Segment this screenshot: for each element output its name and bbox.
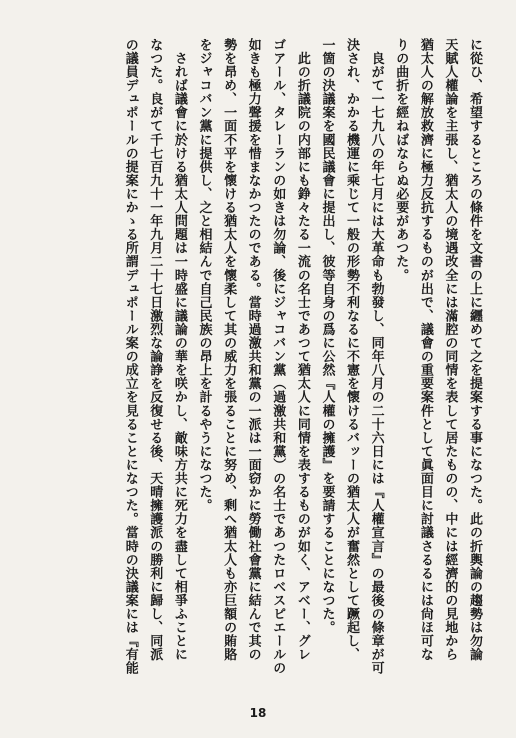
body-text [34, 38, 486, 678]
text-column: 一箇の決議案を國民議會に提出し、彼等自身の爲に公然『人權の擁護』を要請することになつた。 [319, 38, 335, 635]
text-column: 勢を昂め、一面不平を懷ける猶太人を懷柔して其の威力を張ることに努め、剩へ猶太人も亦巨額の賄賂 [221, 38, 237, 662]
text-column: 決され、かかる機運に乘じて一般の形勢不利なるに不憲を懷けるバッーの猶太人が奮然として蹶起し、 [344, 38, 360, 662]
text-column: に從ひ、希望するところの條件を文書の上に纒めて之を提案する事になつた。此の折輿論の趨勢は勿論 [467, 38, 482, 662]
text-column: 如きも極力聲援を惜まなかつたのである。當時過激共和黨の一派は一面窃かに勞働社會黨に結んで其の [245, 38, 261, 662]
text-column: りの曲折を經ねばならぬ必要があつた。 [393, 38, 409, 282]
page-number: 18 [249, 706, 267, 720]
text-column: をジャコバン黨に提供し、之と相結んで自己民族の昂上を計るやうになつた。 [196, 38, 212, 513]
text-column: されば議會に於ける猶太人問題は一時盛に議論の華を咲かし、敵味方共に死力を盡して相爭ふことに [171, 38, 187, 662]
text-column: ゴアール、タレーランの如きは勿論、後にジャコバン黨（過激共和黨）の名士であつたロベスピエールの [270, 38, 286, 675]
text-column: 良がて一七九八の年七月には大革命も勃發し、同年八月の二十六日には『人權宣言』の最後の條章が可 [368, 38, 384, 675]
text-column: の議員デュポールの提案にかゝる所謂デュポール案の成立を見ることになつた。當時の決議案には『有能 [122, 38, 138, 675]
text-column: 此の折議院の内部にも錚々たる一流の名士であつて猶太人に同情を表するものが如く、アベー、グレ [294, 38, 310, 662]
text-column: 猶太人の解放救濟に極力反抗するものが出で、議會の重要案件として眞面目に討議さるるには尙ほ可な [417, 38, 433, 662]
text-column: 天賦人權論を主張し、猶太人の境遇改全には滿腔の同情を表して居たものの、中には經濟的の見地から [442, 38, 458, 662]
text-column: なつた。良がて千七百九十一年九月二十七日激烈な論諍を反復せる後、天晴擁護派の勝利に歸し、同派 [147, 38, 163, 662]
